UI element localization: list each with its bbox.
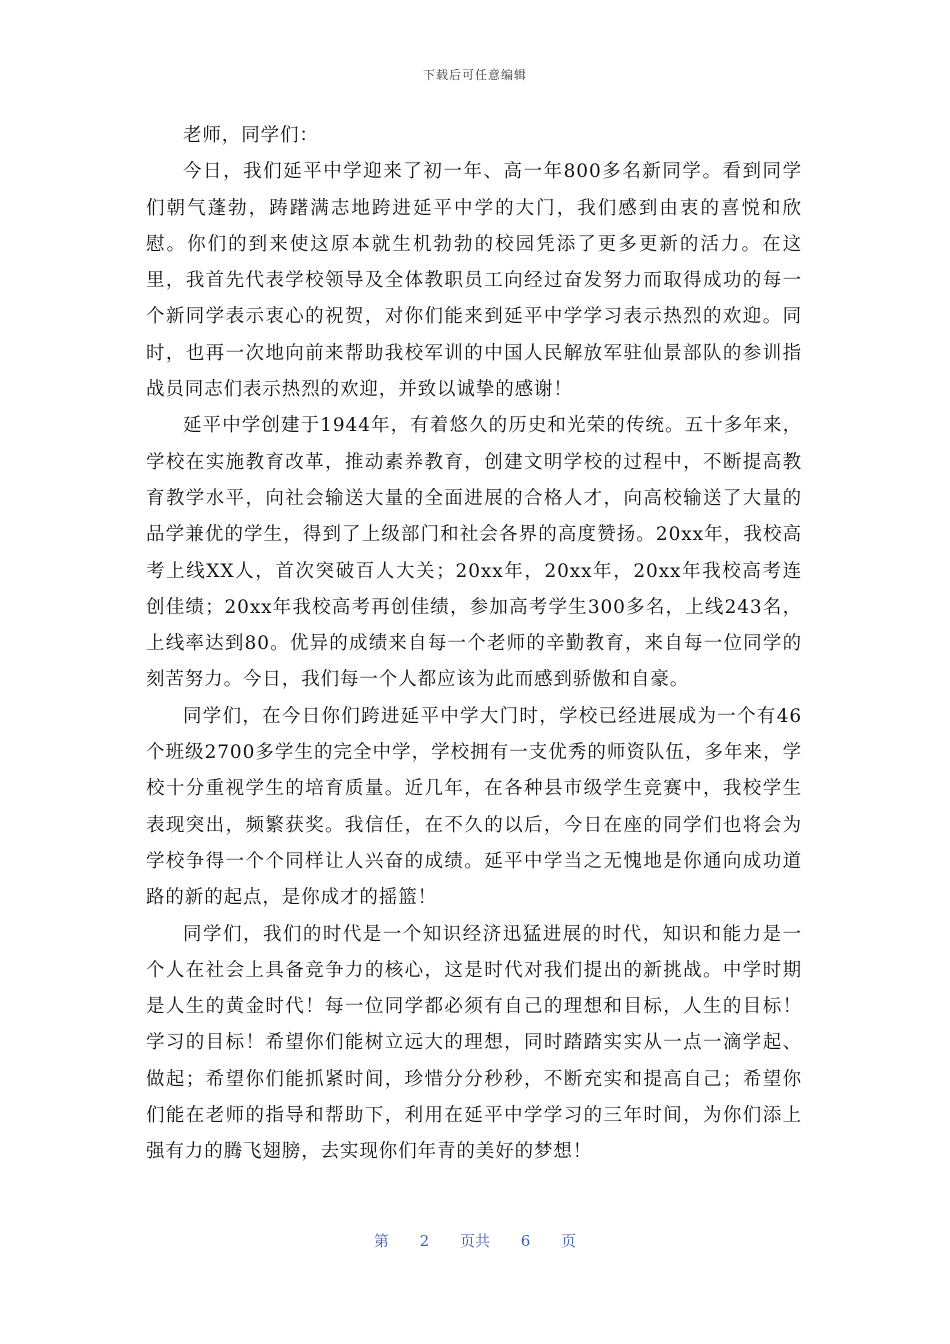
document-body (146, 118, 802, 1171)
page-footer (0, 1230, 950, 1251)
footer-suffix: 页 (561, 1232, 577, 1250)
salutation-paragraph: 老师，同学们： (183, 125, 319, 146)
body-paragraph: 同学们，在今日你们跨进延平中学大门时，学校已经进展成为一个有46个班级2700多学生的完全中学，学校拥有一支优秀的师资队伍，多年来，学校十分重视学生的培育质量。近几年，在各种县市级学生竞赛中，我校学生表现突出，频繁获奖。我信任，在不久的以后，今日在座的同学们也将会为学校争得一个个同样让人兴奋的成绩。延平中学当之无愧地是你通向成功道路的新的起点，是你成才的摇篮！ (146, 705, 802, 909)
current-page-number: 2 (419, 1232, 430, 1250)
body-paragraph: 同学们，我们的时代是一个知识经济迅猛进展的时代，知识和能力是一个人在社会上具备竞争力的核心，这是时代对我们提出的新挑战。中学时期是人生的黄金时代！每一位同学都必须有自己的理想和目标，人生的目标！学习的目标！希望你们能树立远大的理想，同时踏踏实实从一点一滴学起、做起；希望你们能抓紧时间，珍惜分分秒秒，不断充实和提高自己；希望你们能在老师的指导和帮助下，利用在延平中学学习的三年时间，为你们添上强有力的腾飞翅膀，去实现你们年青的美好的梦想！ (146, 923, 802, 1163)
footer-prefix: 第 (373, 1232, 389, 1250)
body-paragraph: 今日，我们延平中学迎来了初一年、高一年800多名新同学。看到同学们朝气蓬勃，踌躇满志地跨进延平中学的大门，我们感到由衷的喜悦和欣慰。你们的到来使这原本就生机勃勃的校园凭添了更多更新的活力。在这里，我首先代表学校领导及全体教职员工向经过奋发努力而取得成功的每一个新同学表示衷心的祝贺，对你们能来到延平中学学习表示热烈的欢迎。同时，也再一次地向前来帮助我校军训的中国人民解放军驻仙景部队的参训指战员同志们表示热烈的欢迎，并致以诚挚的感谢！ (146, 161, 802, 401)
total-page-count: 6 (520, 1232, 531, 1250)
footer-middle: 页共 (459, 1232, 490, 1250)
body-paragraph: 延平中学创建于1944年，有着悠久的历史和光荣的传统。五十多年来，学校在实施教育改革，推动素养教育，创建文明学校的过程中，不断提高教育教学水平，向社会输送大量的全面进展的合格人才，向高校输送了大量的品学兼优的学生，得到了上级部门和社会各界的高度赞扬。20xx年，我校高考上线XX人，首次突破百人大关；20xx年，20xx年，20xx年我校高考连创佳绩；20xx年我校高考再创佳绩，参加高考学生300多名，上线243名，上线率达到80。优异的成绩来自每一个老师的辛勤教育，来自每一位同学的刻苦努力。今日，我们每一个人都应该为此而感到骄傲和自豪。 (146, 415, 802, 691)
page-header-note: 下载后可任意编辑 (422, 68, 527, 82)
